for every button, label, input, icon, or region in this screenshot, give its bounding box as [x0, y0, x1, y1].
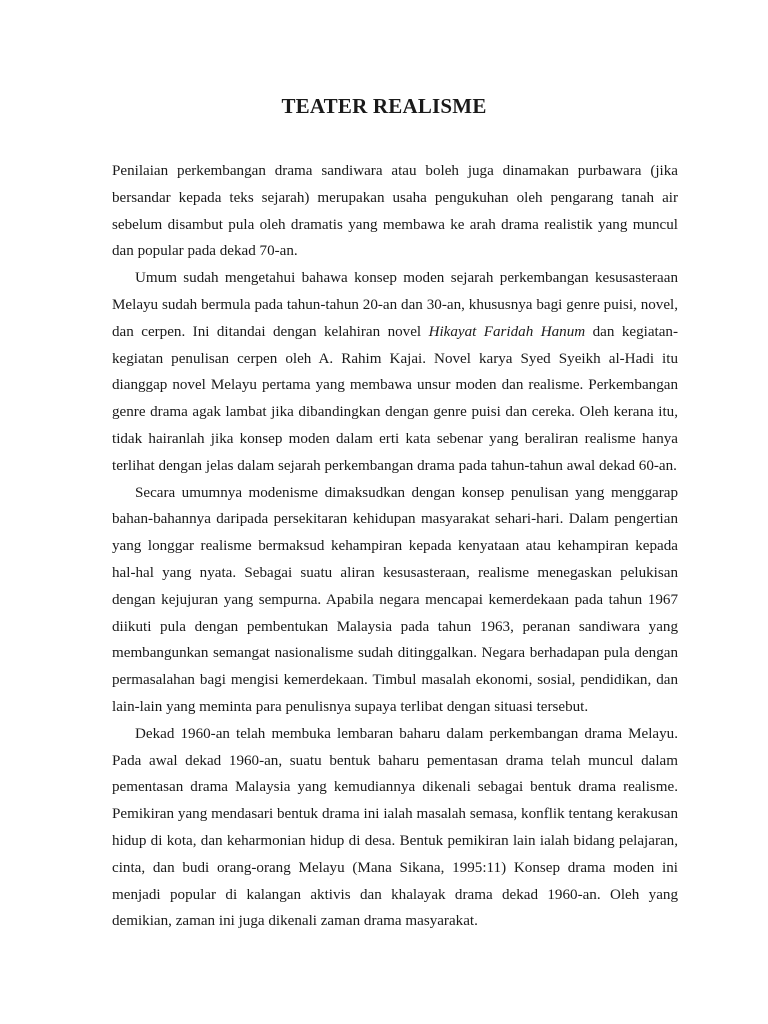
paragraph-3: Secara umumnya modenisme dimaksudkan dengan konsep penulisan yang menggarap bahan-bahannya daripada persekitaran kehidupan masyarakat sehari-hari. Dalam pengertian yang longgar realisme bermaksud kehampiran kepada kenyataan atau kehampiran kepada hal-hal yang nyata. Sebagai suatu aliran kesusasteraan, realisme menegaskan pelukisan dengan kejujuran yang sempurna. Apabila negara mencapai kemerdekaan pada tahun 1967 diikuti pula dengan pembentukan Malaysia pada tahun 1963, peranan sandiwara yang membangunkan semangat nasionalisme sudah ditinggalkan. Negara berhadapan pula dengan permasalahan bagi mengisi kemerdekaan. Timbul masalah ekonomi, sosial, pendidikan, dan lain-lain yang meminta para penulisnya supaya terlibat dengan situasi tersebut. — [112, 484, 678, 715]
paragraph-2 — [112, 265, 678, 479]
paragraph-4: Dekad 1960-an telah membuka lembaran baharu dalam perkembangan drama Melayu. Pada awal dekad 1960-an, suatu bentuk baharu pementasan drama telah muncul dalam pementasan drama Malaysia yang kemudiannya dikenali sebagai bentuk drama realisme. Pemikiran yang mendasari bentuk drama ini ialah masalah semasa, konflik tentang kerakusan hidup di kota, dan keharmonian hidup di desa. Bentuk pemikiran lain ialah bidang pelajaran, cinta, dan budi orang-orang Melayu (Mana Sikana, 1995:11) Konsep drama moden ini menjadi popular di kalangan aktivis dan khalayak drama dekad 1960-an. Oleh yang demikian, zaman ini juga dikenali zaman drama masyarakat. — [112, 725, 678, 930]
paragraph-1: Penilaian perkembangan drama sandiwara atau boleh juga dinamakan purbawara (jika bersandar kepada teks sejarah) merupakan usaha pengukuhan oleh pengarang tanah air sebelum disambut pula oleh dramatis yang membawa ke arah drama realistik yang muncul dan popular pada dekad 70-an. — [112, 163, 678, 260]
novel-title-italic: Hikayat Faridah Hanum — [428, 323, 586, 340]
document-body — [112, 158, 678, 935]
paragraph-2-text-start: Umum sudah mengetahui bahawa konsep moden sejarah perkembangan kesusasteraan Melayu sudah bermula pada tahun-tahun 20-an dan 30-an, khususnya bagi genre puisi, novel, dan cerpen. Ini ditandai dengan kelahiran novel — [112, 270, 678, 340]
paragraph-2-text-end: dan kegiatan-kegiatan penulisan cerpen oleh A. Rahim Kajai. Novel karya Syed Syeikh al-Hadi itu dianggap novel Melayu pertama yang membawa unsur moden dan realisme. Perkembangan genre drama agak lambat jika dibandingkan dengan genre puisi dan cereka. Oleh kerana itu, tidak hairanlah jika konsep moden dalam erti kata sebenar yang beraliran realisme hanya terlihat dengan jelas dalam sejarah perkembangan drama pada tahun-tahun awal dekad 60-an. — [112, 323, 678, 474]
document-title: TEATER REALISME — [281, 94, 487, 118]
